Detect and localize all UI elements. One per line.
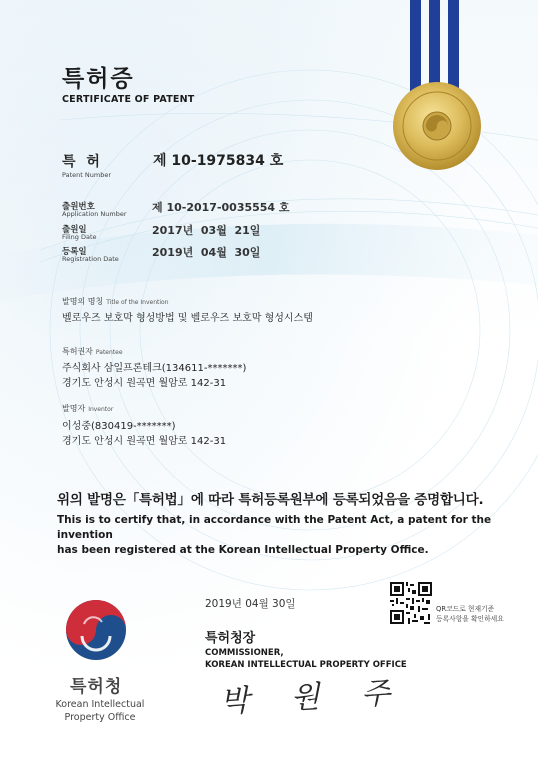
certification-text-en-line2: has been registered at the Korean Intellectual Property Office. (57, 544, 429, 556)
office-name-en-line1: Korean Intellectual (55, 699, 145, 710)
patentee-name: 주식회사 삼일프론테크(134611-*******) (62, 363, 247, 374)
application-number-label-en: Application Number (62, 210, 127, 218)
filing-date-label-en: Filing Date (62, 233, 97, 241)
office-name-en-line2: Property Office (64, 712, 136, 723)
inventor-label-kr: 발명자 (62, 404, 86, 413)
invention-title-value: 벨로우즈 보호막 형성방법 및 벨로우즈 보호막 형성시스템 (62, 313, 313, 324)
certification-text-en-line1: This is to certify that, in accordance with the Patent Act, a patent for the invention (57, 514, 492, 541)
invention-title-label (62, 296, 169, 307)
registration-date-value: 2019년 04월 30일 (152, 246, 261, 259)
filing-date-value: 2017년 03월 21일 (152, 224, 261, 237)
filing-date-label: 출원일 (62, 225, 87, 235)
inventor-address: 경기도 안성시 원곡면 월암로 142-31 (62, 436, 227, 447)
office-name-en (50, 698, 150, 724)
inventor-label-en: Inventor (88, 406, 114, 413)
certificate-title: 특허증 (62, 66, 135, 92)
registration-date-label-en: Registration Date (62, 255, 119, 263)
inventor-label (62, 403, 113, 414)
qr-code-icon[interactable] (390, 582, 432, 624)
invention-title-label-en: Title of the Invention (106, 299, 169, 306)
commissioner-signature: 박 원 주 (219, 675, 407, 720)
application-number-value: 제 10-2017-0035554 호 (152, 201, 290, 214)
issue-date: 2019년 04월 30일 (205, 598, 296, 610)
patentee-label (62, 346, 123, 357)
patent-number-label-en: Patent Number (62, 171, 112, 179)
application-number-label: 출원번호 (62, 202, 95, 212)
certification-text-en (57, 513, 538, 558)
patent-number-value: 제 10-1975834 호 (153, 153, 284, 169)
patentee-address: 경기도 안성시 원곡면 월암로 142-31 (62, 378, 227, 389)
inventor-name: 이성중(830419-*******) (62, 421, 176, 432)
patentee-label-kr: 특허권자 (62, 347, 93, 356)
taegeuk-emblem-icon (62, 596, 130, 664)
patent-number-label: 특 허 (62, 154, 103, 170)
qr-note-line1: QR코드로 현재기준 (436, 605, 495, 613)
office-name-kr: 특허청 (70, 677, 123, 697)
certificate-title-en: CERTIFICATE OF PATENT (62, 94, 195, 105)
invention-title-label-kr: 발명의 명칭 (62, 297, 104, 306)
registration-date-label: 등록일 (62, 247, 87, 257)
commissioner-title-en-line1: COMMISSIONER, (205, 648, 284, 658)
commissioner-title-en-line2: KOREAN INTELLECTUAL PROPERTY OFFICE (205, 660, 407, 670)
qr-note (436, 604, 504, 624)
patentee-label-en: Patentee (95, 349, 123, 356)
certification-text-kr: 위의 발명은「특허법」에 따라 특허등록원부에 등록되었음을 증명합니다. (57, 492, 484, 508)
commissioner-title-en (205, 647, 407, 671)
qr-note-line2: 등록사항을 확인하세요 (436, 615, 504, 623)
commissioner-title-kr: 특허청장 (205, 631, 256, 646)
